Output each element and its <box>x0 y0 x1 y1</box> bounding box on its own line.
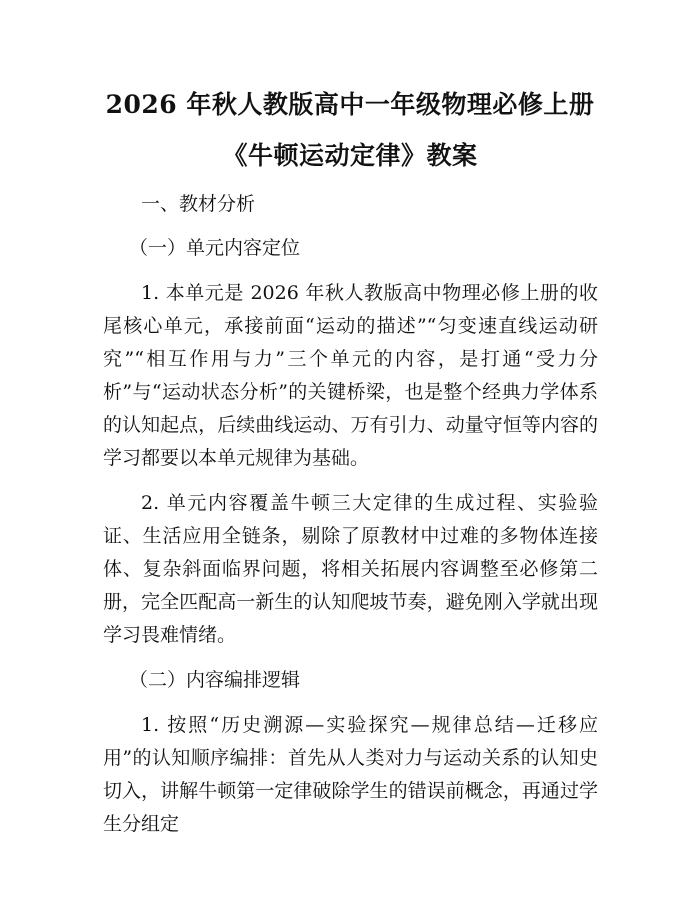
paragraph-unit-positioning-1: 1. 本单元是 2026 年秋人教版高中物理必修上册的收尾核心单元，承接前面“运动的描述”“匀变速直线运动研究”“相互作用与力”三个单元的内容，是打通“受力分析”与“运动状态分析”的关键桥梁，也是整个经典力学体系的认知起点，后续曲线运动、万有引力、动量守恒等内容的学习都要以本单元规律为基础。 <box>103 282 598 469</box>
subsection-heading-unit-positioning: （一）单元内容定位 <box>129 237 301 259</box>
paragraph-unit-positioning-2: 2. 单元内容覆盖牛顿三大定律的生成过程、实验验证、生活应用全链条，剔除了原教材中过难的多物体连接体、复杂斜面临界问题，将相关拓展内容调整至必修第二册，完全匹配高一新生的认知爬坡节奏，避免刚入学就出现学习畏难情绪。 <box>103 492 598 646</box>
paragraph-content-arrangement-1: 1. 按照“历史溯源—实验探究—规律总结—迁移应用”的认知顺序编排：首先从人类对力与运动关系的认知史切入，讲解牛顿第一定律破除学生的错误前概念，再通过学生分组定 <box>103 714 598 835</box>
document-title-line2: 《牛顿运动定律》教案 <box>222 141 478 170</box>
section-heading-teaching-material: 一、教材分析 <box>141 193 256 215</box>
document-title-line1: 2026 年秋人教版高中一年级物理必修上册 <box>105 90 595 119</box>
document-body <box>103 188 598 853</box>
subsection-heading-content-arrangement: （二）内容编排逻辑 <box>129 669 301 691</box>
